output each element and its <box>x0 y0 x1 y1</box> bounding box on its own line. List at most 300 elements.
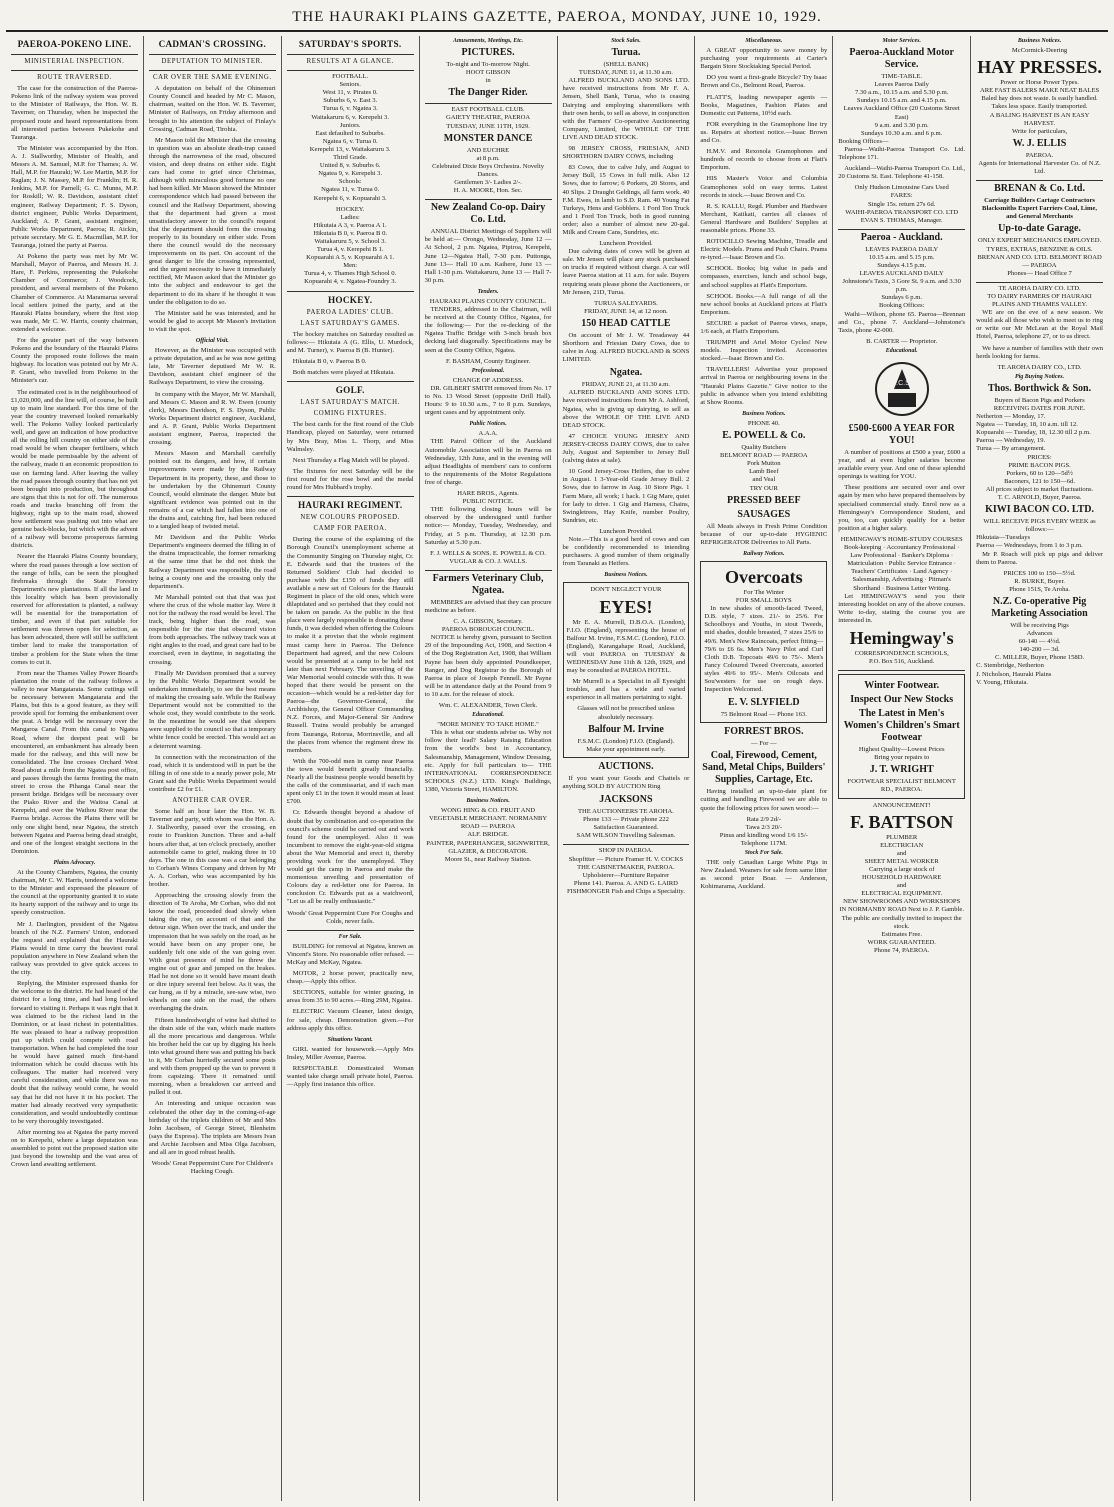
advert: Woods' Great Peppermint Cure For Children's Hacking Cough. <box>151 1160 274 1176</box>
notice-text: Mr Murrell is a Specialist in all Eyesight troubles, and has a wide and varied experience in all matters pertaining to sight. <box>566 678 686 702</box>
text: Baled hay does not waste. Is easily handled. Takes less space. Easily transported. <box>981 95 1098 111</box>
results-line: Schools: <box>338 178 362 186</box>
notice-text: 47 CHOICE YOUNG JERSEY AND JERSEY-CROSS DAIRY COWS, due to calve July, August and September to Jersey Bull (calving dates at sale). <box>562 432 690 465</box>
results-line: Third Grade. <box>333 154 368 162</box>
results-line: Turua 4, v. Thames High School 0. <box>304 270 397 278</box>
notice-text: ANNUAL District Meetings of Suppliers will be held at:— Orongo, Wednesday, June 12 — At School, 2 p.m. Ngatea, Pipiroa, Kerepehi, June 12—Ngatea Hall, 7-30 p.m. Puttonga, June 13— Hall 10 a.m. Kaihere, June 13 — Hall 1-30 p.m. Waitakaruru, June 13 — Hall 7-30 p.m. <box>424 228 552 284</box>
latest-title: The Latest in Men's Women's Children's Smart Footwear <box>843 708 960 744</box>
hay-presses-title: HAY PRESSES. <box>977 57 1102 78</box>
results-line: Waitakaruru 6, v. Kerepehi 3. <box>311 113 389 121</box>
text: CHANGE OF ADDRESS. <box>452 376 524 384</box>
text: and <box>896 849 907 857</box>
article-paragraph: In company with the Mayor, Mr W. Marshall, and Messrs C. Mason and R. W. Ewen (county clerk), Messrs Davidson, F. S. Dyson, Public Works Department district engineer, Auckland, and A. P. Grant, Public Works Department assistant engineer, Paeroa, inspected the crossing. <box>148 390 276 447</box>
article-paragraph: For the greater part of the way between Pokeno and the boundary of the Hauraki Plains County the proposed route follows the main highway. Its location was pointed out by Mr A. P. Grant, who travelled from Pokeno in the Minister's car. <box>11 337 138 385</box>
classified-ad: FOR everything in the Gramophone line try us. Repairs at shortest notice.—Isaac Brown and Co. <box>700 120 828 145</box>
article-paragraph: The estimated cost is in the neighbourhood of £1,020,000, and the line will, of course, be built up to main line standard. For this time of the year the country traversed looked remarkably well. The Pokeno Valley looked particularly well, and gave an indication of how productive all the rolling hill country on either side of the road would be when cheaper fertilisers, which would be made permissable by the advent of the railway, made it an economic proposition to use on farming land. After leaving the valley the road passes through country that has not yet been brought into production, but throughout are signs that this is not for off. The numerous roads and tracks branching off from the highway, right up to the main road, showed how settlement was pushing out into what are genuine back-blocks, but which with the advent of a railway will become prosperous farming districts. <box>11 388 138 550</box>
text: Satisfaction Guaranteed. <box>593 824 659 832</box>
text: Carriage Builders Cartage Contractors Blacksmiths Expert Farriers Coal, Lime, and General Merchants <box>982 197 1098 221</box>
results-line: Turua 4, v. Kerepehi B 1. <box>316 246 384 254</box>
ellis: W. J. ELLIS <box>1012 137 1067 149</box>
classified-ad: RESPECTABLE Domesticated Woman wanted take charge small private hotel, Paeroa.—Apply first instance this office. <box>286 1065 414 1089</box>
text: Paeroa — Wednesday, 19. <box>976 437 1046 445</box>
section-title: Situations Vacant. <box>327 1036 373 1043</box>
classified-ad: GIRL wanted for housework.—Apply Mrs Insley, Miller Avenue, Paeroa. <box>286 1045 414 1061</box>
notice-text: 10 Good Jersey-Cross Heifers, due to calve in August. 1 3-Year-old Grade Jersey Bull. 2 Sows, due to farrow in Aug. 10 Store Pigs. 1 Farm Mare, all work; 1 hack. 1 Gig Mare, quiet for lady to drive. 1 Gig and Harness, Chains, Swingletrees, Hay Knife, number Poultry, Sundries, etc. <box>562 468 690 524</box>
text: WORK GUARANTEED. <box>867 938 936 946</box>
notice-text: Due calving dates of cows will be given at sale. Mr Jensen will place any stock purchased on trucks if required without charge. A car will leave Paeroa station at 11 a.m. for sale. Buyers requiring seats please phone the Auctioneers, or Mr Jensen, 21D, Turua. <box>562 248 690 296</box>
film-title: The Danger Rider. <box>448 87 528 99</box>
article-paragraph: Mr Marshall pointed out that that was just where the crux of the whole matter lay. Were it not for the railway the road would be level. The track, being higher than the road, was responsible for the rise that obscured vision from both approaches. The railway track was at right angles to the road, and great care had to be exercised, even in daytime, in negotiating the crossing. <box>148 593 276 666</box>
classified-ad: ROTOCILLO Sewing Machine, Treadle and Electric Models. Prams and Push Chairs. Prams re-tyred.—Isaac Brown and Co. <box>700 238 828 262</box>
section-title: Educational. <box>885 347 918 354</box>
text: PRICES: <box>1027 453 1052 461</box>
divider <box>287 54 414 55</box>
section-title: Tenders. <box>477 288 499 295</box>
notice-text: Mr P. Roach will pick up pigs and deliver them to Paeroa. <box>976 550 1103 566</box>
article-paragraph: The Minister was accompanied by the Hon. A. J. Stallworthy, Minister of Health, and Messrs A. M. Samuel, M.P. for Thames; A. W. Hall, M.P. for Hauraki; W. Lee Martin, M.P. for Raglan; J. N. Massey, M.P. for Franklin; H. R. Jenkins, M.P. for Parnell; G. C. Munns, M.P. for Roskill; W. R. Davidson, assistant chief engineer, Railway Department; F. S. Dyson, district engineer, Public Works Department, Auckland; A. P. Grant, assistant engineer, Public Works Department, Paeroa; R. Aickin, private secretary. Mr G. E. Macmillan, M.P. for Tauranga, joined the party at Paeroa. <box>11 144 138 249</box>
divider <box>287 291 414 292</box>
notice-text: On account of Mr J. W. Treadaway 44 Shorthorn and Friesian Dairy Cows, due to calve in Aug. ALFRED BUCKLAND & SONS LIMITED. <box>562 331 690 364</box>
powell-title: E. POWELL & Co. <box>722 430 806 442</box>
article-paragraph: In connection with the reconstruction of the road, which it is understood will in part be the filling in of one side to a nearly power pole, Mr Grant said the Public Works Department would contribute £2 for £1. <box>148 753 276 793</box>
text: Write for particulars, <box>1011 127 1068 135</box>
text: SAM WILSON Travelling Salesman. <box>576 832 676 840</box>
article-paragraph: The case for the construction of the Paeroa-Pokeno link of the railway system was proved to the Minister of Railways, the Hon. W. B. Taverner, on Thursday, when he inspected the proposed route and heard representations from all interested parties between Pukekohe and Tauranga. <box>11 85 138 141</box>
results-line: Suburbs 6, v. East 3. <box>323 97 378 105</box>
text: Phones— Head Office 7 <box>1007 269 1072 277</box>
section-title: Amusements, Meetings, Etc. <box>452 38 524 44</box>
text: Kopuarahi — Tuesday, 18, 12.30 till 2 p.m. <box>976 429 1091 437</box>
headline-hockey: HOCKEY. <box>327 294 373 305</box>
column-1 <box>6 36 144 1501</box>
notice-text: Waihi—Wilson, phone 65. Paeroa—Brennan and Co., phone 7. Auckland—Johnstone's Taxis, phone 42-000. <box>838 310 966 334</box>
results-line: Turua 6, v. Ngatea 3. <box>322 105 378 113</box>
text: PAINTER, PAPERHANGER, SIGNWRITER, GLAZIER, & DECORATOR. <box>426 839 550 855</box>
winter-footwear-title: Winter Footwear. <box>864 680 940 692</box>
text: C. Stembridge, Netherton <box>976 662 1044 670</box>
article-paragraph: Hikutaia B 0, v. Paeroa B 0. <box>292 358 367 365</box>
classified-ad: MOTOR, 2 horse power, practically new, cheap.—Apply this office. <box>286 970 414 986</box>
classified-ad: TRIUMPH and Ariel Motor Cycles! New models. Inspection invited. Accessories stocked.—Isaac Brown and Co. <box>700 339 828 363</box>
notice-text: Mr E. A. Murrell, D.B.O.A. (London), F.I.O. (England), representing the house of Balfour M. Irvine, F.S.M.C. (London), F.I.O. (England), Karangahape Road, Auckland, will visit PAEROA on TUESDAY & WEDNESDAY June 11th & 12th, 1929, and may be consulted at PAEROA HOTEL. <box>566 618 686 675</box>
section-title: Stock For Sale. <box>744 850 783 857</box>
article-paragraph: The fixtures for next Saturday will be the first round for the rose bowl and the medal round for Mrs Hubbard's trophy. <box>286 467 414 492</box>
divider <box>976 180 1103 181</box>
section-title: Pig Buying Notices. <box>1014 373 1065 380</box>
text: Buyers of Bacon Pigs and Porkers <box>994 396 1085 404</box>
text: Hikutaia—Tuesdays <box>976 534 1031 542</box>
article-paragraph: During the course of the explaining of the Borough Council's unemployment scheme at the Community Singing on Thursday night, Cr. E. Edwards said that the trustees of the Returned Soldiers' Club had decided to purchase with the £150 of funds they still available a new set of Colours for the Hauraki Regiment in place of the old ones, which were dilapidated and so perished that they could not be taken on parade. As the public in the first place were largely responsible in donating these funds, it was decided when offering the Colours to make it a proviso that the whole regiment must camp here in Paeroa. The Defence Department had agreed, and the new Colours would be presented at a camp to be held not later than next February. The unveiling of the War Memorial would coincide with this. It was hoped that there would be present on the occasion—which would be a red-letter day for Paeroa—the Governor-General, the Archbishop, the General Officer Commanding N.Z. Forces, and Major-General Sir Andrew Russell. Trains would probably be arranged from Tauranga, Rotorua, Morrinsville, and all the places from whence the regiment drew its members. <box>286 536 414 754</box>
text: AND EUCHRE <box>466 146 510 154</box>
divider <box>425 570 552 571</box>
section-title: Business Notices. <box>742 410 786 417</box>
sale-title: Ngatea. <box>609 367 643 379</box>
text: Sundays 4.15 p.m. <box>877 261 927 269</box>
section-title: CAMP FOR PAEROA. <box>313 525 387 533</box>
text: FARES: <box>890 192 913 200</box>
coop-title: New Zealand Co-op. Dairy Co. Ltd. <box>430 202 546 226</box>
notice-text: TENDERS, addressed to the Chairman, will be received at the County Office, Ngatea, for the following:— For the re-decking of the Ngatea Traffic Bridge with 3-inch brush box decking laid diagonally. Specifications may be seen at the County Office, Ngatea. <box>424 306 552 354</box>
text: SHOP IN PAEROA. <box>598 847 654 855</box>
pressed-beef: PRESSED BEEF <box>726 494 801 506</box>
divider <box>287 930 414 931</box>
svg-text:I.C.S: I.C.S <box>893 380 910 387</box>
text: CORRESPONDENCE SCHOOLS, <box>854 649 949 657</box>
text: WAIHI-PAEROA TRANSPORT CO. LTD <box>845 208 959 216</box>
classified-ad: HIS Master's Voice and Columbia Gramophones sold on easy terms. Latest records in stock.—Isaac Brown and Co. <box>700 175 828 199</box>
divider <box>287 381 414 382</box>
article-paragraph: However, as the Minister was occupied with a private deputation, and as he was now getting late, Mr Taverner deputised Mr W. R. Davidson, assistant chief engineer of the Railways Department, to view the crossing. <box>148 347 276 387</box>
column-5 <box>558 36 696 1501</box>
auctions-title: AUCTIONS. <box>598 760 654 772</box>
results-line: Ngatea 6, v. Turua 0. <box>322 137 378 145</box>
text: Pork Mutton <box>747 460 781 468</box>
eyes-title: EYES! <box>599 596 653 617</box>
text: FOR SMALL BOYS <box>735 597 792 605</box>
text: ANNOUNCEMENT! <box>872 801 931 809</box>
notice-text: If you want your Goods and Chattels or anything SOLD BY AUCTION Ring <box>562 774 690 790</box>
column-2 <box>144 36 282 1501</box>
article-paragraph: Next Thursday a Flag Match will be played. <box>292 456 410 464</box>
text: 10.15 a.m. and 5.15 p.m. <box>868 253 935 261</box>
wright: J. T. WRIGHT <box>869 764 934 776</box>
section-title: For Sale. <box>338 933 362 940</box>
battson-title: F. BATTSON <box>850 811 954 832</box>
section-title: Railway Notices. <box>743 550 785 557</box>
results-line: Kerepehi 6, v. Kopuarahi 3. <box>313 194 387 202</box>
text: ELECTRICIAN <box>880 841 924 849</box>
classified-ad: A GREAT opportunity to save money by purchasing your requirements at Carter's Bargain Store Stocktaking Special Period. <box>700 47 828 71</box>
divider <box>838 670 965 671</box>
results-line: Ngatea 11, v. Turua 0. <box>321 186 380 194</box>
article-paragraph: A deputation on behalf of the Ohinemuri County Council and headed by Mr C. Mason, chairman, waited on the Hon. W. B. Taverner, Minister of Railways, on Friday afternoon and brought to his attention the subject of Finlay's Crossing, Cadman Road, Tirohia. <box>148 85 276 133</box>
notice-text: NOTICE is hereby given, pursuant to Section 29 of the Impounding Act, 1908, and Section 4 of the Dog Registration Act, 1908, that William Payne has been duly appointed Poundkeeper, Ranger, and Dog Registrar to the Borough of Paeroa in place of Joseph Fennell. Mr Payne will be in attendance daily at the Pound from 9 to 10 a.m. for the release of stock. <box>424 634 552 698</box>
notice-text: A number of positions at £500 a year, £600 a year, and at even higher salaries become available every year. And one of these splendid openings is waiting for YOU. <box>838 449 966 481</box>
text: Luncheon Provided. <box>599 527 653 535</box>
column-6 <box>695 36 833 1501</box>
text: Phone 74, PAEROA. <box>873 946 930 954</box>
divider <box>425 199 552 200</box>
text: and <box>896 882 907 890</box>
results-line: Men: <box>343 262 358 270</box>
text: at 8 p.m. <box>476 154 500 162</box>
classified-ad: DO you want a first-grade Bicycle? Try Isaac Brown and Co., Belmont Road, Paeroa. <box>700 74 828 90</box>
text: TE AROHA DAIRY CO., LTD. <box>997 363 1082 371</box>
section-title: Business Notices. <box>604 572 648 579</box>
text: All prices subject to market fluctuations. <box>985 485 1094 493</box>
headline-regiment: HAURAKI REGIMENT. <box>297 500 403 511</box>
article-paragraph: At Pokeno the party was met by Mr W. Marshall, Mayor of Paeroa, and Messrs H. J. Hare, F. Perkins, representing the Pukekohe Chamber of Commerce; J. Woodcock, president, and several members of the Pokeno Chamber of Commerce. At Maramarua several local settlers joined the party, and at the Hauraki Plains boundary, where the first stop was made, Mr C. W. Harris, county chairman, extended a welcome. <box>11 253 138 333</box>
notice-text: We have a number of families with their own herds looking for farms. <box>976 344 1103 360</box>
notice-text: THE following closing hours will be observed by the undersigned until further notice:— Monday, Tuesday, Wednesday, and Friday, at 5 p.m. Thursday, at 12.30 p.m. Saturday at 5.30 p.m. <box>424 506 552 546</box>
divider <box>149 70 276 71</box>
text: FRIDAY, JUNE 21, at 11.30 a.m. <box>581 381 670 389</box>
notice-text: Paeroa—Waihi-Paeroa Transport Co. Ltd. Telephone 171. <box>838 145 966 162</box>
article-paragraph: Fifteen hundredweight of wine had shifted to the drain side of the van, which made matters all the more precarious and dangerous. While his brother held the car up by digging his heels into what ground there was and putting his back to it, Mr Corban hurriedly secured some posts and with them propped up the van to prevent it from capsizing. There it remained until morning, when a breakdown car arrived and pulled it out. <box>148 1016 276 1097</box>
pa-title: Paeroa - Auckland. <box>860 231 943 243</box>
divider <box>11 70 138 71</box>
masthead-title: THE HAURAKI PLAINS GAZETTE, PAEROA, MONDAY, JUNE 10, 1929. <box>292 9 822 25</box>
notice-text: This is what our students advise us. Why not follow their lead? Salary Raising Education from the world's best in Accountancy, Salesmanship, Management, Window Dressing, etc. Apply for full particulars to— THE INTERNATIONAL CORRESPONDENCE SCHOOLS (N.Z.) LTD. King's Buildings, 1380, Victoria Street, HAMILTON. <box>424 729 552 793</box>
text: SHEET METAL WORKER <box>864 857 939 865</box>
article-paragraph: Mr J. Darlington, president of the Ngatea branch of the N.Z. Farmers' Union, endorsed the request and explained that the Hauraki Plains would in time carry the heaviest rural population anywhere in New Zealand when the railway was provided to give quick access to the city. <box>11 920 138 977</box>
text: DON'T NEGLECT YOUR <box>590 586 662 594</box>
text: P.O. Box 516, Auckland. <box>868 658 935 666</box>
ics-emblem-icon <box>872 359 932 419</box>
notice-text: WE are on the eve of a new season. We would ask all those who wish to meet us to ring or write our Mr McLean at the Royal Mail Hotel, Paeroa, telephone 27, or to us direct. <box>976 309 1103 341</box>
text: TUESDAY, JUNE 11, at 11.30 a.m. <box>578 69 673 77</box>
notice-text: Auckland—Waihi-Paeroa Transport Co. Ltd., 20 Customs St. East. Telephone 41-158. <box>838 165 966 181</box>
inspect-title: Inspect Our New Stocks <box>850 694 954 706</box>
text: Ngatea — Tuesday, 18, 10 a.m. till 12. <box>976 421 1078 429</box>
notice-text: DR. GILBERT SMITH removed from No. 17 to No. 13 Wood Street (opposite Drill Hall). Hours: 9 to 10.30 a.m., 7 to 8 p.m. Sundays, urgent cases and by appointment only. <box>424 384 552 417</box>
notice-text: THE Patrol Officer of the Auckland Automobile Association will be in Paeroa on Wednesday, 12th June, and in the evening will adjust Headlights of members' cars to conform to the requirements of the Motor Regulations free of charge. <box>424 438 552 486</box>
classified-ad: R. S. KALLU, Regd. Plumber and Hardware Merchant, Katikati, carries all classes of General Hardware and Builders' Supplies at reasonable prices. Phone 33. <box>700 202 828 234</box>
text: NEW SHOWROOMS AND WORKSHOPS <box>843 898 961 906</box>
text: Booking Offices— <box>838 137 889 145</box>
section-title: Stock Sales. <box>611 38 641 44</box>
text: To-night and To-morrow Night. <box>446 61 530 69</box>
text: Quality Butchers <box>741 444 787 452</box>
text: Sundays 10.30 a.m. and 6 p.m. <box>861 129 943 137</box>
text: Only Hudson Limousine Cars Used <box>854 184 949 192</box>
article-paragraph: Some half an hour later the Hon. W. B. Taverner and party, with whom was the Hon. A. J. Stallworthy, passed over the crossing, en route to Frankton Junction. Three and a-half hours after that, at ten o'clock precisely, another automobile came to grief, making three in 10 days. The one in this case was a car belonging to Corban's Wines Company and driven by Mr A. A. Corban, who was accompanied by his brother. <box>148 808 276 888</box>
article-paragraph: Replying, the Minister expressed thanks for the welcome to the district. He had heard of the district for a long time, and had long looked forward to visiting it. Perhaps it was right that it was claimed to be the richest land in the Dominion, or at least richest in potentialities. He was pleased to hear a railway proposition put up which could compete with road transportation. When he had completed the tour he would have gained much first-hand information which he could discuss with his colleagues. The matter had received very careful consideration, and while there was no doubt that the railway would come, he would say that he did not have it in his pocket. The matter had already received very sympathetic consideration, and would undoubtedly continue to be very thoroughly investigated. <box>11 980 138 1125</box>
section-title: CAR OVER THE SAME EVENING. <box>152 74 272 82</box>
classified-ad: ELECTRIC Vacuum Cleaner, latest design, for sale, cheap. Demonstration given.—For address apply this office. <box>286 1008 414 1032</box>
notice-text: ALFRED BUCKLAND AND SONS LTD. have received instructions from Mr A. Ashford, Ngatea, who is giving up dairying, to sell as above the WHOLE OF THE LIVE AND DEAD STOCK. <box>562 389 690 429</box>
text: H. A. MOORE, Hon. Sec. <box>453 187 523 195</box>
text: TURUA SALEYARDS. <box>594 299 658 307</box>
notice-text: These positions are secured over and over again by men who have prepared themselves by specialised commercial study. Enrol now as a Hemingway's Correspondence Student, and you, too, can quickly qualify for a better position at a higher salary. <box>838 484 966 532</box>
text: GAIETY THEATRE, PAEROA <box>445 114 531 122</box>
overcoats-title: Overcoats <box>724 566 803 587</box>
vet-title: Farmers Veterinary Club, Ngatea. <box>432 572 544 596</box>
text: PAEROA BOROUGH COUNCIL. <box>441 626 535 634</box>
text: Single 15s. return 27s 6d. <box>867 200 936 208</box>
text: IN NORMANBY ROAD Next to J. P. Gamble. <box>839 906 965 914</box>
results-line: East defaulted to Suburbs. <box>315 129 385 137</box>
results-line: Hikutaia A 3, v. Paeroa A 1. <box>313 221 387 229</box>
text: For The Winter <box>743 588 785 596</box>
text: Baconers, 121 to 150—6d. <box>1004 477 1075 485</box>
section-title: Educational. <box>472 712 504 719</box>
text: Luncheon Provided. <box>599 240 653 248</box>
text: PRIME BACON PIGS. <box>1008 461 1071 469</box>
subhead: PAEROA LADIES' CLUB. <box>306 308 394 316</box>
text: HAURAKI PLAINS COUNTY COUNCIL. <box>429 297 547 305</box>
results-line: FOOTBALL. <box>332 73 369 81</box>
column-7 <box>833 36 971 1501</box>
text: PAEROA. <box>1025 151 1054 159</box>
column-4 <box>420 36 558 1501</box>
text: Phone 133 — Private phone 222 <box>582 816 669 824</box>
article-paragraph: Nearer the Hauraki Plains County boundary, where the road passes through a low section of the range of hills, can be seen the ploughed firebreaks through the State Forestry Department's new plantations. If all the land in this locality which has been provisionally reserved for afforestation is planted, a railway will be essential for the transportation of timber, and even if that part suitable for settlement was thrown open for selection, as has been advocated, there will still be sufficient timber land to make the transportation of timber a problem for the State when the time comes to cut it. <box>11 553 138 666</box>
text: TIME-TABLE. <box>881 73 923 81</box>
column-8 <box>971 36 1108 1501</box>
divider <box>563 844 690 845</box>
results-line: Waitakaruru 5, v. School 3. <box>314 237 387 245</box>
text: A BALING HARVEST IS AN EASY HARVEST. <box>989 111 1090 127</box>
text: TE AROHA DAIRY CO. LTD. <box>998 284 1081 292</box>
notice-text: 83 Cows, due to calve July, and August to Jersey Bull, 15 Cows in full milk. Also 12 Sows, due to farrow; 6 Porkers, 20 Stores, and 40 Slips. 2 Draught Geldings, all farm work. 40 F.M. Ewes, in lamb to S.D. Ram. 40 Young Fat Turkeys, Hens and Gobblers. 1 Ford Ton Truck and 1 Ford Ton Truck, both in good running order; also a number of almost new 20-gal. Milk and Cream Cans, Sundries, etc. <box>562 164 690 236</box>
notice-text: MEMBERS are advised that they can procure medicine as before. <box>424 598 552 614</box>
text: 9 a.m. and 3.30 p.m. <box>874 121 929 129</box>
sausages: SAUSAGES <box>737 508 791 520</box>
results-line: HOCKEY. <box>336 205 365 213</box>
divider <box>287 496 414 497</box>
article-paragraph: An interesting and unique occasion was celebrated the other day in the coming-of-age birthday of the triplets children of Mr and Mrs John Jacobsen, of George Street, Blenheim (says the Express). The triplets are Messrs Ivan and Archie Jacobsen and Miss Olga Jacobsen, and all are in good robust health. <box>148 1100 276 1156</box>
article-paragraph: The best cards for the first round of the Club Handicap, played on Saturday, were returned by Mrs Bray, Miss L. Thorp, and Miss Walmsley. <box>286 421 414 453</box>
text: The public are cordially invited to inspect the stock. <box>841 914 962 930</box>
service-title: Paeroa-Auckland Motor Service. <box>849 47 954 71</box>
text: 140-200 — 3d. <box>1019 646 1060 654</box>
headline-cadmans-crossing: CADMAN'S CROSSING. <box>158 39 267 49</box>
article-paragraph: Mr Mason told the Minister that the crossing in question was an absolute death-trap caused through the narrowness of the road, obscured vision, and deep drains on either side. Eight cars had come to grief since Christmas, although with miraculous good fortune no one had been killed. Mr Mason showed the Minister correspondence which had passed between the council and the Railway Department, showing that the department had given a most unsatisfactory answer to the council's request that the department should form the crossing properly to its boundary on either side. From there the council would do the necessary improvements on its part. On account of the great danger to life the crossing represented, and the urgent necessity to have it immediately rectified, Mr Mason asked that the Minister go into the subject and endeavour to get the department to do its share if he thought it was under the obligation to do so. <box>148 136 276 306</box>
text: Telephone 117M. <box>740 839 787 847</box>
ics-logo <box>838 359 965 419</box>
dance-title: MONSTER DANCE <box>443 132 533 144</box>
cattle-title: 150 HEAD CATTLE <box>581 317 671 329</box>
notice-text: Note.—This is a good herd of cows and can be confidently recommended to intending purchasers. A good number of them originally from Taranaki as Heifers. <box>562 535 690 568</box>
subhead: RESULTS AT A GLANCE. <box>306 58 394 65</box>
newspaper-columns <box>6 36 1108 1501</box>
text: Tawa 2/3 20/- <box>745 823 783 831</box>
text: and Veal <box>752 476 776 484</box>
footwear-advert <box>838 674 965 798</box>
text: Celebrated Dixie Boys Orchestra. Novelty Dances. <box>432 162 544 178</box>
garage-title: Up-to-date Garage. <box>998 223 1081 235</box>
results-line: Juniors. <box>339 121 361 129</box>
divider <box>976 282 1103 283</box>
classified-ad: FLATT'S, leading newspaper agents — Books, Magazines, Fashion Plates and Domestic cut Patterns, 10½d each. <box>700 93 828 117</box>
section-title: Professional. <box>471 367 505 374</box>
text: Agents for International Harvester Co. of N.Z. Ltd. <box>978 159 1101 176</box>
classified-ad: SECTIONS, suitable for winter grazing, in areas from 35 to 90 acres.—Ring 29M, Ngatea. <box>286 989 414 1005</box>
text: Lamb Beef <box>749 468 779 476</box>
text: C. MILLER, Buyer, Phone 158D. <box>995 654 1085 662</box>
article-paragraph: At the County Chambers, Ngatea, the county chairman, Mr C. W. Harris, tendered a welcome to the Minister and expressed the pleasure of the council at the opportunity granted it to state its hearty support of the railway and to urge its speedy construction. <box>11 869 138 917</box>
article-paragraph: The hockey matches on Saturday resulted as follows:— Hikutaia A (G. Ellis, U. Murdock, and M. Turner), v. Paeroa B (B. Hunter). <box>286 330 414 354</box>
section-title: Motor Services. <box>882 38 922 44</box>
text: Moore St., near Railway Station. <box>444 855 532 863</box>
headline-pokeno-line: PAEROA-POKENO LINE. <box>17 39 132 49</box>
text: 75 Belmont Road — Phone 163. <box>720 711 807 719</box>
subhead: DEPUTATION TO MINISTER. <box>161 58 264 65</box>
text: Booking Offices: <box>878 302 925 310</box>
text: Will be receiving Pigs <box>1010 621 1069 629</box>
pictures-title: PICTURES. <box>461 47 515 59</box>
divider <box>425 103 552 104</box>
text: WILL RECEIVE PIGS EVERY WEEK as follows:— <box>983 518 1096 534</box>
text: 7.30 a.m., 10.15 a.m. and 5.30 p.m. <box>854 89 949 97</box>
notice-text: All Meats always in Fresh Prime Condition because of our up-to-date HYGIENIC REFRIGERATOR Deliveries to All Parts. <box>700 522 828 546</box>
text: F. J. WELLS & SONS. E. POWELL & CO. VUGLAR & CO. J. WALLS. <box>430 549 546 565</box>
results-line: Kopuarahi A 5, v. Kopuarahi A 1. <box>306 254 395 262</box>
text: T. C. ARNOLD, Buyer, Paeroa. <box>997 494 1082 502</box>
article-paragraph: Messrs Mason and Marshall carefully pointed out its dangers, and how, if certain improvements were made by the Railway Department in its property, these, and those to be undertaken by the Ohinemuri County Council, would eliminate the danger. Mute but significant evidence was pointed out in the remains of a car which had fallen into one of the drains and, catching fire, had been reduced to a tangled heap of twisted metal. <box>148 450 276 531</box>
text: TUESDAY, JUNE 11TH, 1929. <box>446 122 530 130</box>
text: RECEIVING DATES FOR JUNE. <box>993 405 1086 412</box>
section-title: Business Notices. <box>466 798 510 805</box>
balfour-title: Balfour M. Irvine <box>588 723 664 735</box>
text: PUBLIC NOTICE. <box>462 498 514 506</box>
text: R. BURKE, Buyer. <box>1014 577 1065 585</box>
text: B. CARTER — Proprietor. <box>866 337 938 345</box>
kiwi-title: KIWI BACON CO. LTD. <box>985 504 1094 516</box>
results-line: Ladies: <box>340 213 360 221</box>
text: Rata 2/9 2d/- <box>746 815 782 823</box>
jacksons-title: JACKSONS <box>599 794 653 806</box>
text: A.A.A. <box>478 430 498 438</box>
text: ELECTRICAL EQUIPMENT. <box>861 890 943 898</box>
headline-sports: SATURDAY'S SPORTS. <box>298 39 402 49</box>
text: F.S.M.C. (London) F.I.O. (England). <box>577 737 675 745</box>
football-results <box>287 73 414 203</box>
classified-ad: BUILDING for removal at Ngatea, known as Vincent's Store. No reasonable offer refused. —McKay and McKay, Ngatea. <box>286 942 414 966</box>
advert: Woods' Great Peppermint Cure For Coughs and Colds, never fails. <box>287 909 414 925</box>
text: TYRES, EXTRAS, BENZINE & OILS. <box>986 245 1093 253</box>
text: Johnstone's Taxis, 3 Gore St. 9 a.m. and 3.30 p.m. <box>842 278 961 294</box>
text: Shopfitter — Picture Framer H. V. COCKS THE CABINETMAKER, PAEROA. Upholsterer—Furniture Repairer <box>568 855 684 879</box>
results-line: Seniors. <box>339 81 361 89</box>
hockey-results <box>287 206 414 287</box>
classified-ad: SECURE a packet of Paeroa views, snaps, 1/6 each, at Flatt's Emporium. <box>700 319 828 335</box>
article-paragraph: Both matches were played at Hikutaia. <box>292 369 395 377</box>
text: Bring your repairs to <box>874 754 930 762</box>
section-title: LAST SATURDAY'S GAMES. <box>300 319 400 327</box>
results-line: Hikutaia B 0, v. Paeroa B 0. <box>313 229 388 237</box>
text: BELMONT ROAD — PAEROA <box>719 452 808 460</box>
text: EAST FOOTBALL CLUB. <box>451 106 525 114</box>
section-title: Official Visit. <box>195 338 229 344</box>
hemingway-title: Hemingway's <box>849 627 954 648</box>
headline-golf: GOLF. <box>335 385 365 396</box>
text: Paeroa — Wednesdays, from 1 to 3 p.m. <box>976 542 1083 550</box>
text: HEMINGWAY'S HOME-STUDY COURSES <box>840 535 963 543</box>
text: ONLY EXPERT MECHANICS EMPLOYED. <box>977 237 1102 245</box>
text: Turua — By arrangement. <box>976 445 1046 453</box>
text: (SHELL BANK) <box>603 61 649 69</box>
article-paragraph: From near the Thames Valley Power Board's plantation the route of the railway follows a valley to near Mangatarata. Some cuttings will be necessary between Mangatarata and the Plains, but this is a good feature, as they will provide spoil for forming the embankment over the peat. A bridge will be necessary over the Mangaroa Canal. From this canal to Ngatea Road, where the deepest peat will be encountered, an embankment has already been made for the railway, and this will now be consolidated. The line crosses Orchard West Road about a mile from the Ngatea post office, and passes through the farms fronting the main street to cross the Pihanga Canal near the present bridge. Bridges will be necessary over the Piako River and the Waitoa Canal at Kerepehi, and over the Waihou River near the Paeroa bridge. Across the Plains there will be only one slight bend, near Ngatea, the stretch between Ngatea and Paeroa being dead straight, and one of the longest straight sections in the Dominion. <box>11 669 138 855</box>
text: LEAVES PAEROA DAILY <box>865 245 939 253</box>
sale-title: Turua. <box>611 47 641 59</box>
text: Netherton — Monday, 17. <box>976 413 1046 421</box>
text: Pinus and kindling wood 1/6 15/- <box>719 831 808 839</box>
salary-title: £500-£600 A YEAR FOR YOU! <box>848 423 955 446</box>
section-title: ROUTE TRAVERSED. <box>37 74 112 82</box>
classified-ad: H.M.V. and Rexonola Gramophones and hundreds of records to choose from at Flatt's Emporium. <box>700 148 828 172</box>
text: HARE BROS., Agents. <box>457 490 519 498</box>
divider <box>149 54 276 55</box>
text: THE AUCTIONEERS TE AROHA. <box>578 808 674 816</box>
text: LEAVES AUCKLAND DAILY <box>859 270 944 278</box>
text: Leaves Paeroa Daily <box>874 81 929 89</box>
notice-text: Having installed an up-to-date plant for cutting and handling Firewood we are able to quote the following prices for sawn wood:— <box>700 788 828 812</box>
text: Leaves Auckland Office (20 Customs Street East) <box>843 105 960 121</box>
text: PHONE 40. <box>747 419 780 427</box>
text: C. A. GIBSON, Secretary. <box>453 618 523 626</box>
text: in <box>485 77 491 85</box>
section-title: Miscellaneous. <box>745 38 783 44</box>
results-line: Kerepehi 13, v. Waitakaruru 3. <box>309 145 391 153</box>
text: Porkers, 60 to 120—5d½ <box>1006 469 1073 477</box>
article-paragraph: Finally Mr Davidson promised that a survey by the Public Works Department would be undertaken immediately, to see the best means of making the crossing safe. While the Railway Department would not be committed to the whole cost, they would contribute to the work. In the meantime he would see that sleepers were supplied to the council so that a temporary white fence could be erected. This would act as a deterrent warning. <box>148 669 276 750</box>
text: FRIDAY, JUNE 14, at 12 noon. <box>584 307 668 315</box>
article-paragraph: After morning tea at Ngatea the party moved on to Kerepehi, where a large deputation was assembled to point out the proposed station site just beyond the township and the vast area of Crown land awaiting settlement. <box>11 1128 138 1169</box>
text: TO DAIRY FARMERS OF HAURAKI PLAINS AND THAMES VALLEY. <box>987 292 1092 309</box>
classified-ad: THE only Canadian Large White Pigs in New Zealand. Weaners for sale from same litter as second prize Boar. — Anderson, Kohimarama, Auckland. <box>700 859 828 891</box>
